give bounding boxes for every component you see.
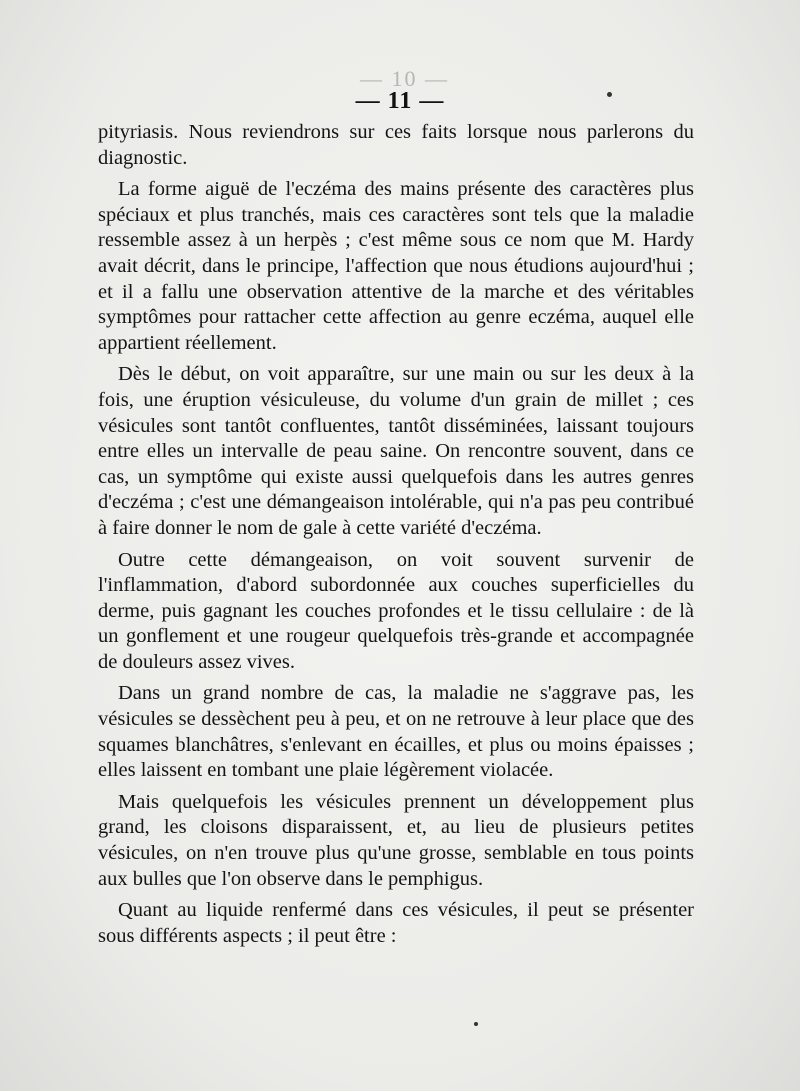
- bleed-through-page-number: — 10 —: [360, 66, 449, 91]
- body-text: [98, 120, 694, 949]
- paragraph-5: Dans un grand nombre de cas, la maladie ne s'aggrave pas, les vésicules se dessèchent peu à peu, et on ne retrouve à leur place que des squames blanchâtres, s'enlevant en écailles, et plus ou moins épaisses ; elles laissent en tombant une plaie légèrement violacée.: [98, 682, 694, 782]
- paragraph-1: pityriasis. Nous reviendrons sur ces faits lorsque nous parlerons du diagnostic.: [98, 121, 694, 169]
- paragraph-3: Dès le début, on voit apparaître, sur une main ou sur les deux à la fois, une éruption vésiculeuse, du volume d'un grain de millet ; ces vésicules sont tantôt confluentes, tantôt disséminées, laissant toujours entre elles un intervalle de peau saine. On rencontre souvent, dans ce cas, un symptôme qui existe aussi quelquefois dans les autres genres d'eczéma ; c'est une démangeaison intolérable, qui n'a pas peu contribué à faire donner le nom de gale à cette variété d'eczéma.: [98, 363, 694, 539]
- ink-speck: [474, 1022, 478, 1026]
- paragraph-7: Quant au liquide renfermé dans ces vésicules, il peut se présenter sous différents aspects ; il peut être :: [98, 899, 694, 947]
- page-number: — 11 —: [355, 88, 445, 114]
- paragraph-2: La forme aiguë de l'eczéma des mains présente des caractères plus spéciaux et plus tranchés, mais ces caractères sont tels que la maladie ressemble assez à un herpès ; c'est même sous ce nom que M. Hardy avait décrit, dans le principe, l'affection que nous étudions aujourd'hui ; et il a fallu une observation attentive de la marche et des véritables symptômes pour rattacher cette affection au genre eczéma, auquel elle appartient réellement.: [98, 178, 694, 354]
- paragraph-6: Mais quelquefois les vésicules prennent un développement plus grand, les cloisons disparaissent, et, au lieu de plusieurs petites vésicules, on n'en trouve plus qu'une grosse, semblable en tous points aux bulles que l'on observe dans le pemphigus.: [98, 790, 694, 890]
- paragraph-4: Outre cette démangeaison, on voit souvent survenir de l'inflammation, d'abord subordonnée aux couches superficielles du derme, puis gagnant les couches profondes et le tissu cellulaire : de là un gonflement et une rougeur quelquefois très-grande et accompagnée de douleurs assez vives.: [98, 548, 694, 673]
- ink-speck: [607, 92, 612, 97]
